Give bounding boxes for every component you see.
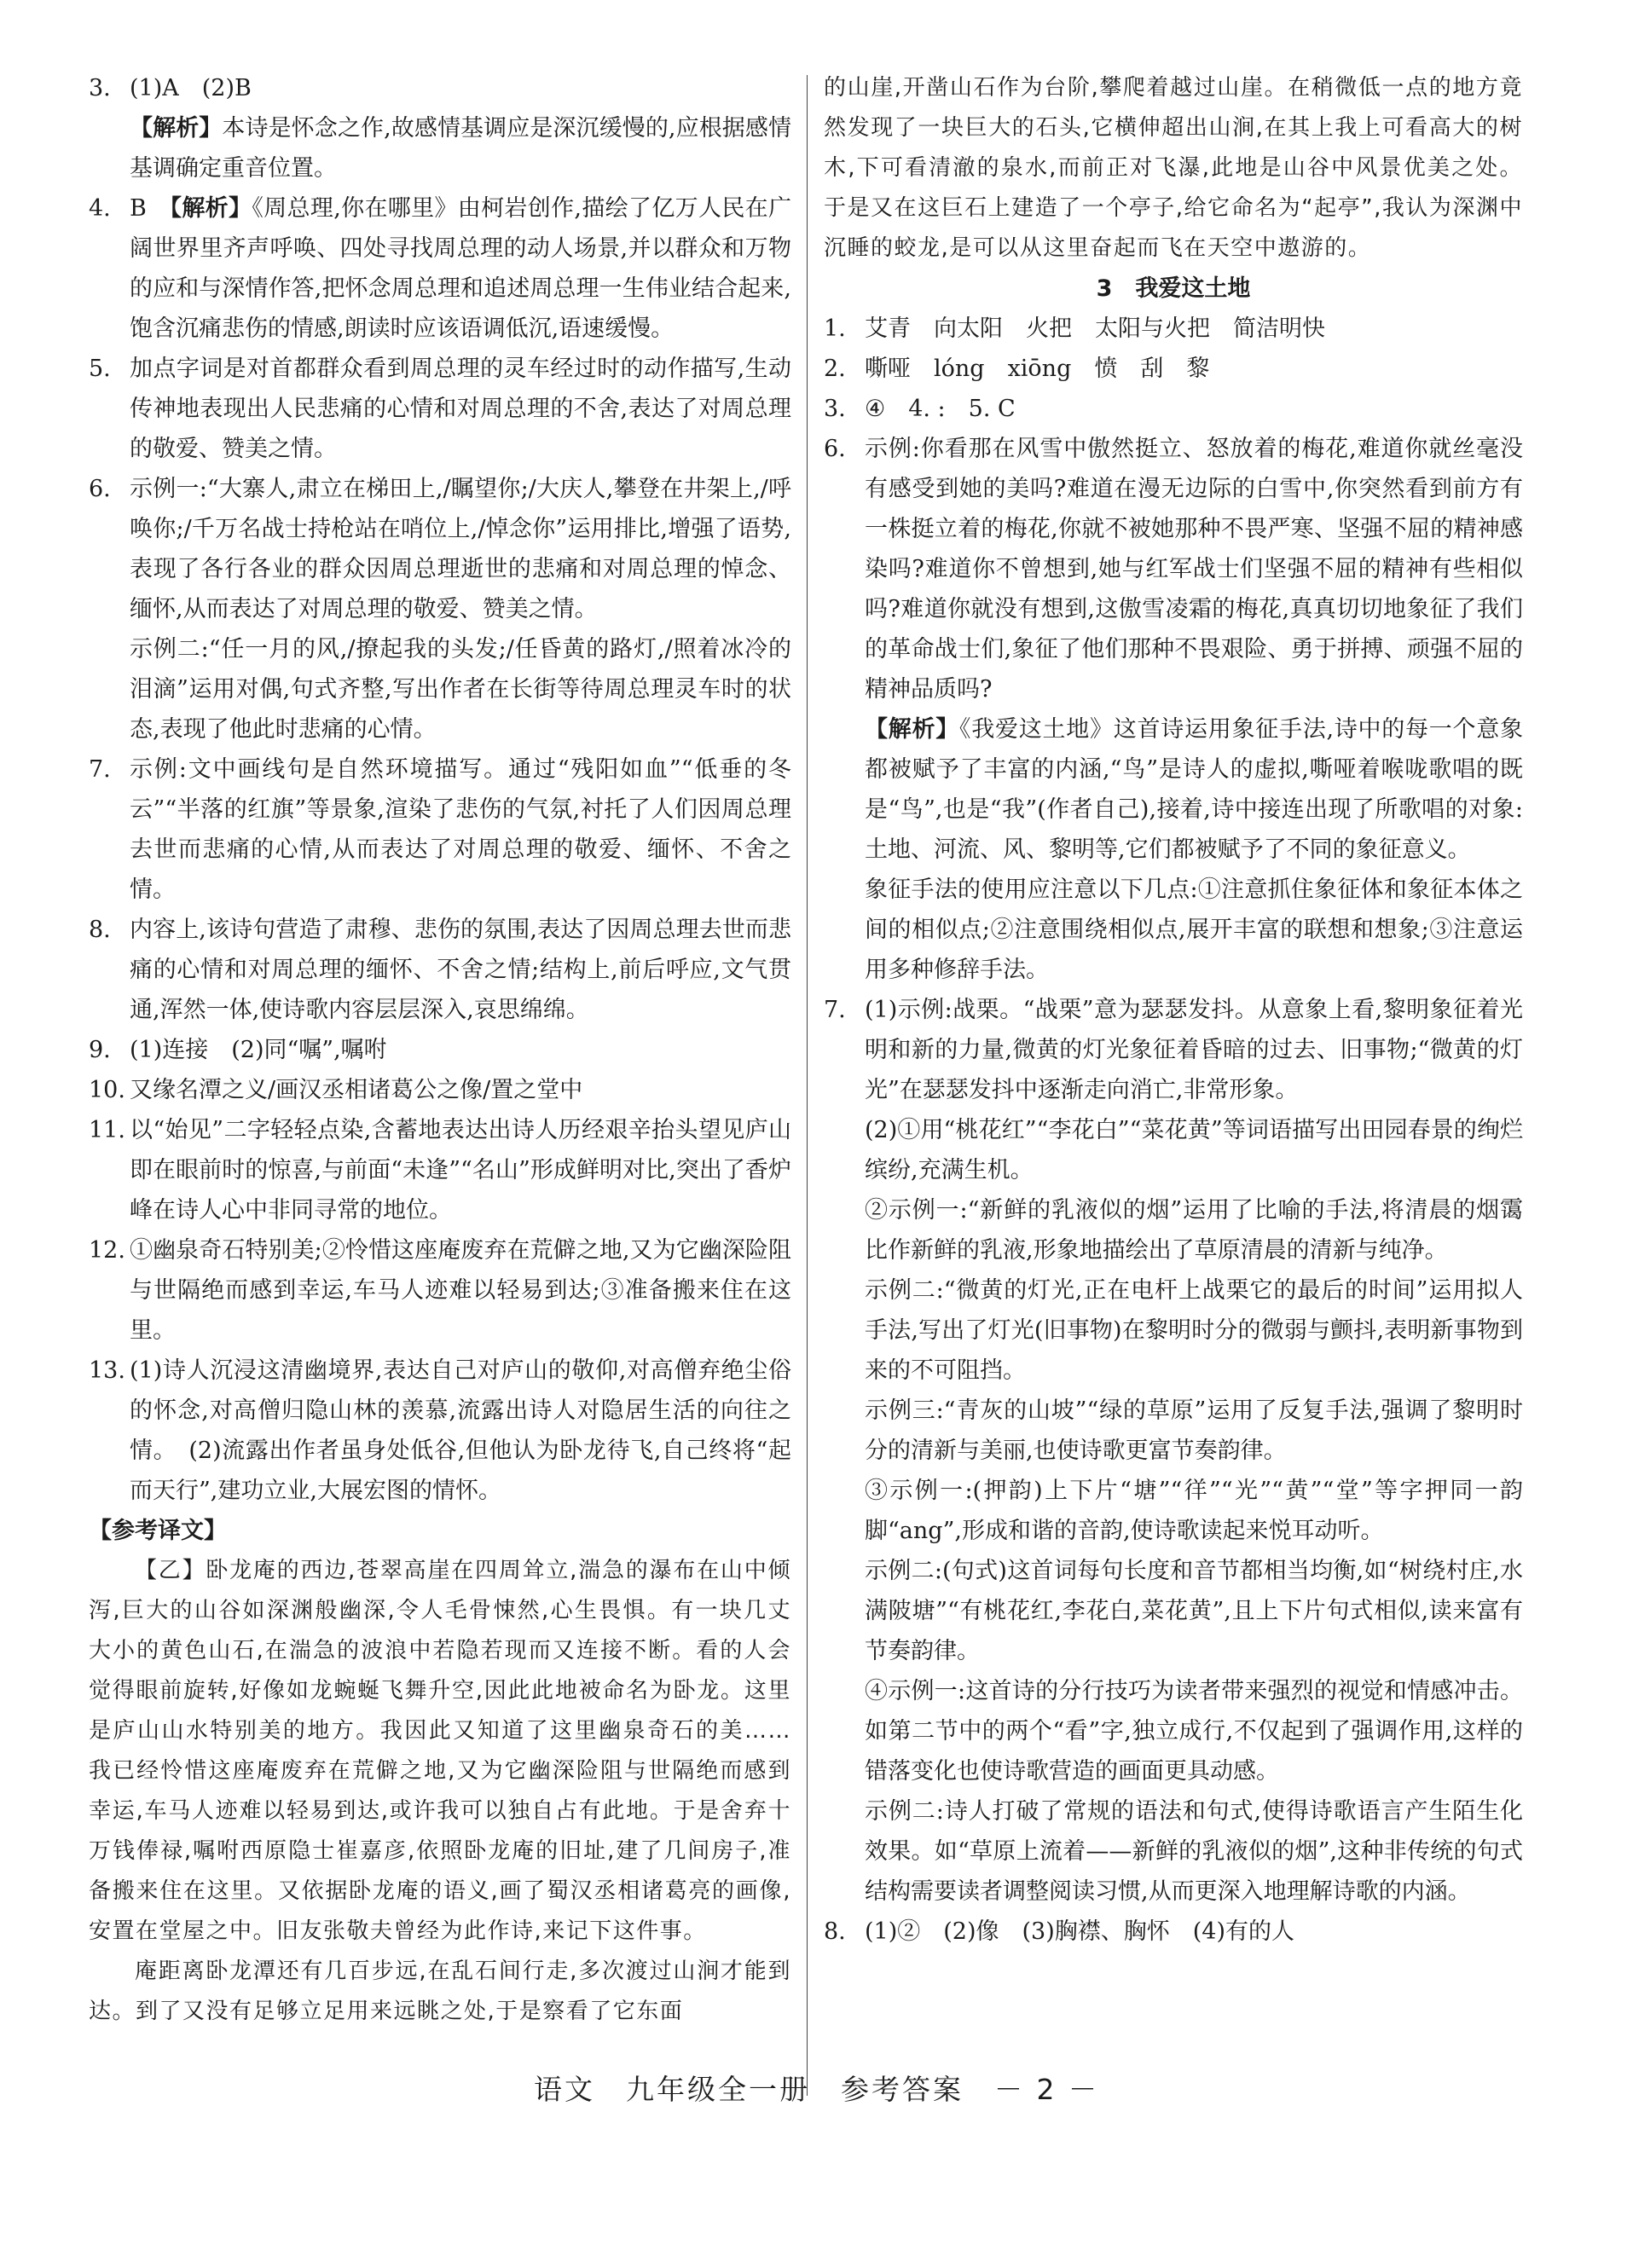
translation-paragraph: 庵距离卧龙潭还有几百步远,在乱石间行走,多次渡过山涧才能到达。到了又没有足够立足用来远眺之处,于是察看了它东面 (89, 1958, 791, 2024)
answer-number: 7. (89, 756, 111, 783)
answer-8 (89, 910, 791, 1030)
analysis-tag: 【解析】 (130, 115, 223, 142)
answer-text: (1)诗人沉浸这清幽境界,表达自己对庐山的敬仰,对高僧弃绝尘俗的怀念,对高僧归隐山林的羡慕,流露出诗人对隐居生活的向往之情。 (2)流露出作者虽身处低谷,但他认为卧龙待飞,自己终将“起而天行”,建功立业,大展宏图的情怀。 (130, 1357, 791, 1504)
answer-6-example-2: 示例二:“任一月的风,/撩起我的头发;/任昏黄的路灯,/照着冰冷的泪滴”运用对偶,句式齐整,写出作者在长街等待周总理灵车时的状态,表现了他此时悲痛的心情。 (130, 636, 791, 743)
answer-text: 艾青 向太阳 火把 太阳与火把 简洁明快 (865, 315, 1325, 342)
answer-number: 10. (89, 1077, 125, 1103)
answer-number: 11. (89, 1117, 125, 1143)
answer-10 (89, 1070, 791, 1110)
answer-7 (824, 990, 1523, 1110)
answer-2 (824, 349, 1523, 389)
answer-7 (89, 749, 791, 910)
answer-1 (824, 309, 1523, 349)
answer-13 (89, 1351, 791, 1511)
answer-text: 示例:你看那在风雪中傲然挺立、怒放着的梅花,难道你就丝毫没有感受到她的美吗?难道在漫无边际的白雪中,你突然看到前方有一株挺立着的梅花,你就不被她那种不畏严寒、坚强不屈的精神感染吗?难道你不曾想到,她与红军战士们坚强不屈的精神有些相似吗?难道你就没有想到,这傲雪凌霜的梅花,真真切切地象征了我们的革命战士们,象征了他们那种不畏艰险、勇于拼搏、顽强不屈的精神品质吗? (865, 436, 1523, 703)
answer-number: 6. (824, 436, 846, 462)
column-divider (807, 75, 808, 2096)
answer-7-part: ②示例一:“新鲜的乳液似的烟”运用了比喻的手法,将清晨的烟霭比作新鲜的乳液,形象地描绘出了草原清晨的清新与纯净。 (865, 1197, 1523, 1264)
answer-6 (89, 469, 791, 629)
answer-3-5 (824, 389, 1523, 429)
answer-text: (1)② (2)像 (3)胸襟、胸怀 (4)有的人 (865, 1918, 1294, 1945)
left-column (89, 68, 791, 2032)
answer-text: 示例:文中画线句是自然环境描写。通过“残阳如血”“低垂的冬云”“半落的红旗”等景象,渲染了悲伤的气氛,衬托了人们因周总理去世而悲痛的心情,从而表达了对周总理的敬爱、缅怀、不舍之情。 (130, 756, 791, 903)
answer-7-part: ③示例一:(押韵)上下片“塘”“徉”“光”“黄”“堂”等字押同一韵脚“ang”,形成和谐的音韵,使诗歌读起来悦耳动听。 (865, 1478, 1523, 1544)
answer-7-part: (2)①用“桃花红”“李花白”“菜花黄”等词语描写出田园春景的绚烂缤纷,充满生机。 (865, 1117, 1523, 1183)
answer-text: ④ 4. : 5. C (865, 396, 1016, 422)
answer-text: ①幽泉奇石特别美;②怜惜这座庵废弃在荒僻之地,又为它幽深险阻与世隔绝而感到幸运,车马人迹难以轻易到达;③准备搬来住在这里。 (130, 1237, 791, 1344)
analysis-6 (824, 709, 1523, 870)
answer-number: 1. (824, 315, 846, 342)
answer-number: 3. (824, 396, 846, 422)
answer-number: 9. (89, 1037, 111, 1063)
answer-number: 5. (89, 356, 111, 382)
answer-4 (89, 188, 791, 349)
answer-7-part: ④示例一:这首诗的分行技巧为读者带来强烈的视觉和情感冲击。如第二节中的两个“看”字,独立成行,不仅起到了强调作用,这样的错落变化也使诗歌营造的画面更具动感。 (865, 1678, 1523, 1785)
answer-number: 4. (89, 195, 111, 222)
answer-text: 内容上,该诗句营造了肃穆、悲伤的氛围,表达了因周总理去世而悲痛的心情和对周总理的缅怀、不舍之情;结构上,前后呼应,文气贯通,浑然一体,使诗歌内容层层深入,哀思绵绵。 (130, 917, 791, 1023)
analysis-6-note: 象征手法的使用应注意以下几点:①注意抓住象征体和象征本体之间的相似点;②注意围绕相似点,展开丰富的联想和想象;③注意运用多种修辞手法。 (865, 877, 1523, 983)
analysis-text: 《我爱这土地》这首诗运用象征手法,诗中的每一个意象都被赋予了丰富的内涵,“鸟”是诗人的虚拟,嘶哑着喉咙歌唱的既是“鸟”,也是“我”(作者自己),接着,诗中接连出现了所歌唱的对象:土地、河流、风、黎明等,它们都被赋予了不同的象征意义。 (865, 716, 1524, 863)
answer-text: (1)A (2)B (130, 75, 252, 101)
answer-7-part: 示例二:(句式)这首词每句长度和音节都相当均衡,如“树绕村庄,水满陂塘”“有桃花红,李花白,菜花黄”,且上下片句式相似,读来富有节奏韵律。 (865, 1558, 1523, 1664)
answer-7-part: 示例三:“青灰的山坡”“绿的草原”运用了反复手法,强调了黎明时分的清新与美丽,也使诗歌更富节奏韵律。 (865, 1397, 1523, 1464)
answer-choice: B (130, 195, 147, 222)
answer-text: (1)示例:战栗。“战栗”意为瑟瑟发抖。从意象上看,黎明象征着光明和新的力量,微黄的灯光象征着昏暗的过去、旧事物;“微黄的灯光”在瑟瑟发抖中逐渐走向消亡,非常形象。 (865, 997, 1523, 1103)
answer-number: 12. (89, 1237, 125, 1264)
answer-12 (89, 1230, 791, 1351)
answer-number: 8. (89, 917, 111, 943)
answer-number: 2. (824, 356, 846, 382)
analysis-tag: 【解析】 (865, 716, 959, 743)
answer-text: 《周总理,你在哪里》由柯岩创作,描绘了亿万人民在广阔世界里齐声呼唤、四处寻找周总理的动人场景,并以群众和万物的应和与深情作答,把怀念周总理和追述周总理一生伟业结合起来,饱含沉痛悲伤的情感,朗读时应该语调低沉,语速缓慢。 (130, 195, 792, 342)
answer-9 (89, 1030, 791, 1070)
analysis-tag: 【解析】 (170, 195, 252, 222)
answer-7-part: 示例二:诗人打破了常规的语法和句式,使得诗歌语言产生陌生化效果。如“草原上流着——新鲜的乳液似的烟”,这种非传统的句式结构需要读者调整阅读习惯,从而更深入地理解诗歌的内涵。 (865, 1798, 1523, 1905)
answer-text: 嘶哑 lóng xiōng 愤 刮 黎 (865, 356, 1210, 382)
answer-text: 又缘名潭之义/画汉丞相诸葛公之像/置之堂中 (130, 1077, 583, 1103)
answer-text: 加点字词是对首都群众看到周总理的灵车经过时的动作描写,生动传神地表现出人民悲痛的心情和对周总理的不舍,表达了对周总理的敬爱、赞美之情。 (130, 356, 791, 462)
answer-8 (824, 1912, 1523, 1952)
right-column (824, 68, 1523, 1952)
analysis-text: 本诗是怀念之作,故感情基调应是深沉缓慢的,应根据感情基调确定重音位置。 (130, 115, 791, 182)
answer-number: 7. (824, 997, 846, 1023)
answer-11 (89, 1110, 791, 1230)
answer-number: 13. (89, 1357, 125, 1384)
answer-6 (824, 429, 1523, 709)
page-footer: 语文 九年级全一册 参考答案 － 2 － (534, 2073, 1099, 2106)
analysis-3 (89, 108, 791, 188)
translation-paragraph: 【乙】卧龙庵的西边,苍翠高崖在四周耸立,湍急的瀑布在山中倾泻,巨大的山谷如深渊般幽深,令人毛骨悚然,心生畏惧。有一块几丈大小的黄色山石,在湍急的波浪中若隐若现而又连接不断。看的人会觉得眼前旋转,好像如龙蜿蜒飞舞升空,因此此地被命名为卧龙。这里是庐山山水特别美的地方。我因此又知道了这里幽泉奇石的美……我已经怜惜这座庵废弃在荒僻之地,又为它幽深险阻与世隔绝而感到幸运,车马人迹难以轻易到达,或许我可以独自占有此地。于是舍弃十万钱俸禄,嘱咐西原隐士崔嘉彦,依照卧龙庵的旧址,建了几间房子,准备搬来住在这里。又依据卧龙庵的语义,画了蜀汉丞相诸葛亮的画像,安置在堂屋之中。旧友张敬夫曾经为此作诗,来记下这件事。 (89, 1558, 791, 1944)
answer-5 (89, 349, 791, 469)
reference-translation-heading: 【参考译文】 (89, 1518, 227, 1544)
translation-continued: 的山崖,开凿山石作为台阶,攀爬着越过山崖。在稍微低一点的地方竟然发现了一块巨大的石头,它横伸超出山涧,在其上我上可看高大的树木,下可看清澈的泉水,而前正对飞瀑,此地是山谷中风景优美之处。于是又在这巨石上建造了一个亭子,给它命名为“起亭”,我认为深渊中沉睡的蛟龙,是可以从这里奋起而飞在天空中遨游的。 (824, 75, 1523, 261)
section-title: 3 我爱这土地 (1096, 275, 1251, 302)
answer-text: 示例一:“大寨人,肃立在梯田上,/瞩望你;/大庆人,攀登在井架上,/呼唤你;/千万名战士持枪站在哨位上,/悼念你”运用排比,增强了语势,表现了各行各业的群众因周总理逝世的悲痛和对周总理的悼念、缅怀,从而表达了对周总理的敬爱、赞美之情。 (130, 476, 791, 622)
answer-7-part: 示例二:“微黄的灯光,正在电杆上战栗它的最后的时间”运用拟人手法,写出了灯光(旧事物)在黎明时分的微弱与颤抖,表明新事物到来的不可阻挡。 (865, 1277, 1523, 1384)
answer-number: 6. (89, 476, 111, 502)
answer-text: 以“始见”二字轻轻点染,含蓄地表达出诗人历经艰辛抬头望见庐山即在眼前时的惊喜,与前面“未逢”“名山”形成鲜明对比,突出了香炉峰在诗人心中非同寻常的地位。 (130, 1117, 791, 1224)
answer-number: 3. (89, 75, 111, 101)
answer-number: 8. (824, 1918, 846, 1945)
answer-text: (1)连接 (2)同“嘱”,嘱咐 (130, 1037, 387, 1063)
answer-3 (89, 68, 791, 108)
